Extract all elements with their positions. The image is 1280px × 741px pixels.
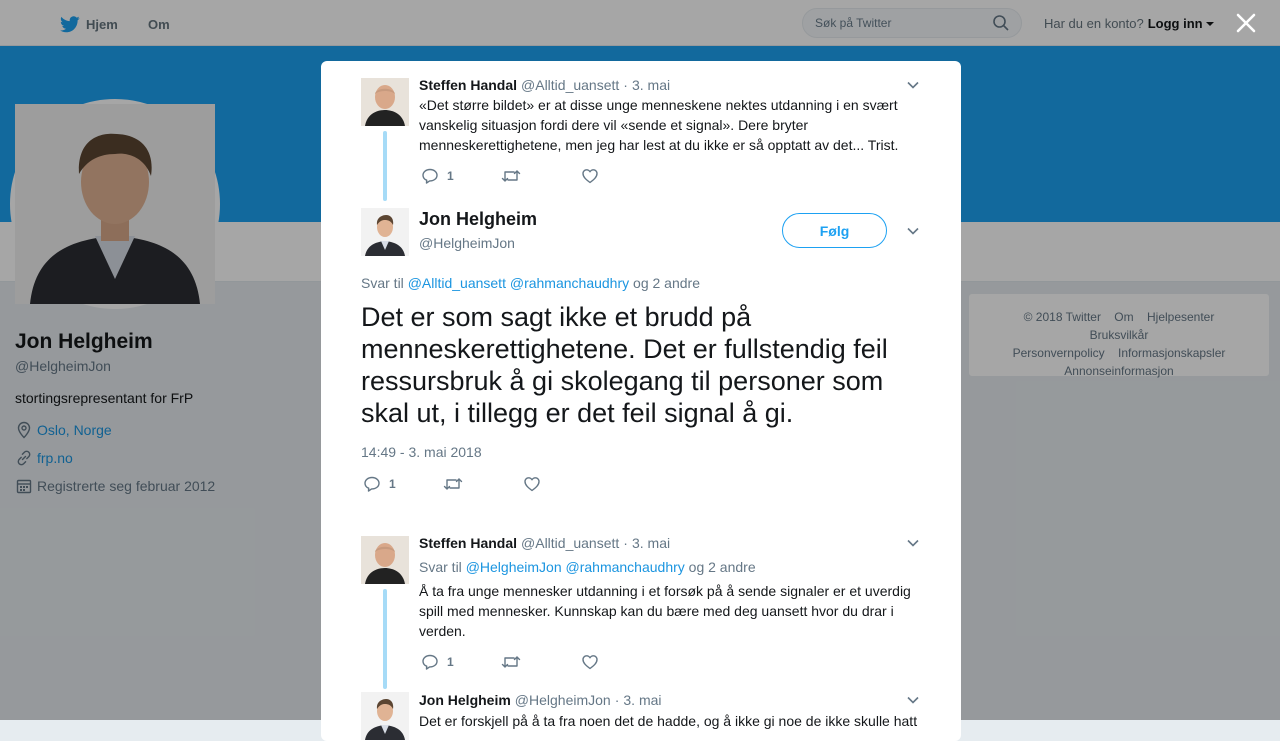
heart-icon	[581, 167, 599, 185]
tweet-header	[419, 77, 670, 93]
retweet-button[interactable]	[443, 476, 523, 492]
reply-prefix: Svar til	[361, 275, 404, 291]
avatar[interactable]	[361, 208, 409, 256]
retweet-icon	[501, 654, 521, 670]
chevron-down-icon[interactable]	[906, 224, 920, 238]
tweet-author-name[interactable]: Steffen Handal	[419, 535, 518, 551]
avatar[interactable]	[361, 78, 409, 126]
reply-button[interactable]	[421, 167, 501, 185]
tweet-text: Det er forskjell på å ta fra noen det de hadde, og å ikke gi noe de ikke skulle hatt	[419, 713, 918, 729]
reply-prefix: Svar til	[419, 559, 462, 575]
tweet-author-name[interactable]: Jon Helgheim	[419, 209, 538, 229]
retweet-icon	[501, 168, 521, 184]
follow-button[interactable]: Følg	[782, 213, 887, 248]
tweet-author-name[interactable]: Jon Helgheim	[419, 692, 511, 708]
like-button[interactable]	[523, 475, 541, 493]
reply-count: 1	[447, 169, 454, 183]
profile-location-link[interactable]: Oslo, Norge	[37, 422, 112, 438]
mention-link[interactable]: @rahmanchaudhry	[565, 559, 685, 575]
reply-context	[419, 559, 756, 575]
reply-suffix[interactable]: og 2 andre	[688, 559, 756, 575]
tweet-actions	[421, 653, 599, 671]
profile-handle[interactable]: @HelgheimJon	[15, 358, 111, 374]
tweet-header	[419, 535, 670, 551]
footer-link-privacy[interactable]: Personvernpolicy	[1012, 346, 1105, 360]
retweet-button[interactable]	[501, 168, 581, 184]
mention-link[interactable]: @HelgheimJon	[465, 559, 562, 575]
reply-button[interactable]	[421, 653, 501, 671]
mention-link[interactable]: @rahmanchaudhry	[509, 275, 630, 291]
tweet-author-handle[interactable]: @Alltid_uansett	[521, 77, 620, 93]
profile-bio: stortingsrepresentant for FrP	[15, 390, 194, 406]
nav-about-label: Om	[148, 16, 170, 32]
retweet-button[interactable]	[501, 654, 581, 670]
tweet-author-handle[interactable]: @HelgheimJon	[514, 692, 611, 708]
avatar[interactable]	[361, 536, 409, 584]
mention-link[interactable]: @Alltid_uansett	[407, 275, 506, 291]
reply-suffix[interactable]: og 2 andre	[633, 275, 700, 291]
profile-joined-text: Registrerte seg februar 2012	[37, 478, 216, 494]
thread-connector	[383, 589, 387, 689]
tweet-author-handle[interactable]: @HelgheimJon	[419, 235, 515, 251]
tweet-actions	[363, 475, 541, 493]
separator-dot: ·	[623, 535, 628, 551]
reply-count: 1	[389, 477, 396, 491]
tweet-author-handle[interactable]: @Alltid_uansett	[521, 535, 620, 551]
tweet-text: Å ta fra unge mennesker utdanning i et forsøk på å sende signaler er et uverdig spill med mennesker. Kunnskap kan du bære med deg uansett hvor du drar i verden.	[419, 583, 911, 639]
close-icon[interactable]	[1234, 11, 1258, 35]
reply-context	[361, 275, 700, 291]
footer-link-help[interactable]: Hjelpesenter	[1146, 310, 1215, 324]
heart-icon	[581, 653, 599, 671]
footer-link-about[interactable]: Om	[1114, 310, 1134, 324]
tweet-date[interactable]: 3. mai	[631, 535, 671, 551]
tweet-header	[419, 692, 662, 708]
profile-website-link[interactable]: frp.no	[37, 450, 73, 466]
account-prompt: Har du en konto?	[1044, 16, 1144, 31]
tweet-actions	[421, 167, 599, 185]
reply-icon	[363, 475, 381, 493]
tweet-author-name[interactable]: Steffen Handal	[419, 77, 518, 93]
separator-dot: ·	[623, 77, 628, 93]
reply-button[interactable]	[363, 475, 443, 493]
chevron-down-icon[interactable]	[906, 78, 920, 92]
tweet-permalink-modal	[321, 61, 961, 741]
reply-count: 1	[447, 655, 454, 669]
footer-link-terms[interactable]: Bruksvilkår	[1089, 328, 1149, 342]
reply-icon	[421, 653, 439, 671]
tweet-text-large: Det er som sagt ikke et brudd på menneskerettighetene. Det er fullstendig feil ressursbruk å gi skolegang til personer som skal ut, i tillegg er det feil signal å gi.	[361, 302, 888, 428]
like-button[interactable]	[581, 167, 599, 185]
avatar[interactable]	[361, 692, 409, 740]
search-placeholder: Søk på Twitter	[815, 16, 892, 30]
chevron-down-icon[interactable]	[906, 693, 920, 707]
profile-name[interactable]: Jon Helgheim	[15, 330, 153, 353]
heart-icon	[523, 475, 541, 493]
tweet-date[interactable]: 3. mai	[631, 77, 671, 93]
footer-link-ads[interactable]: Annonseinformasjon	[1064, 364, 1174, 378]
reply-icon	[421, 167, 439, 185]
footer-link-cookies[interactable]: Informasjonskapsler	[1118, 346, 1226, 360]
separator-dot: ·	[614, 692, 620, 708]
chevron-down-icon[interactable]	[906, 536, 920, 550]
tweet-timestamp[interactable]: 14:49 - 3. mai 2018	[361, 444, 482, 460]
like-button[interactable]	[581, 653, 599, 671]
tweet-date[interactable]: 3. mai	[623, 692, 662, 708]
nav-home-label: Hjem	[86, 16, 118, 32]
thread-connector	[383, 131, 387, 201]
tweet-text: «Det større bildet» er at disse unge menneskene nektes utdanning i en svært vanskelig situasjon fordi dere vil «sende et signal». Dere bryter menneskerettighetene, men jeg har lest at du ikke er så opptatt av det... Trist.	[419, 97, 899, 153]
login-link[interactable]: Logg inn	[1147, 16, 1203, 31]
footer-copyright: © 2018 Twitter	[1023, 310, 1101, 324]
retweet-icon	[443, 476, 463, 492]
